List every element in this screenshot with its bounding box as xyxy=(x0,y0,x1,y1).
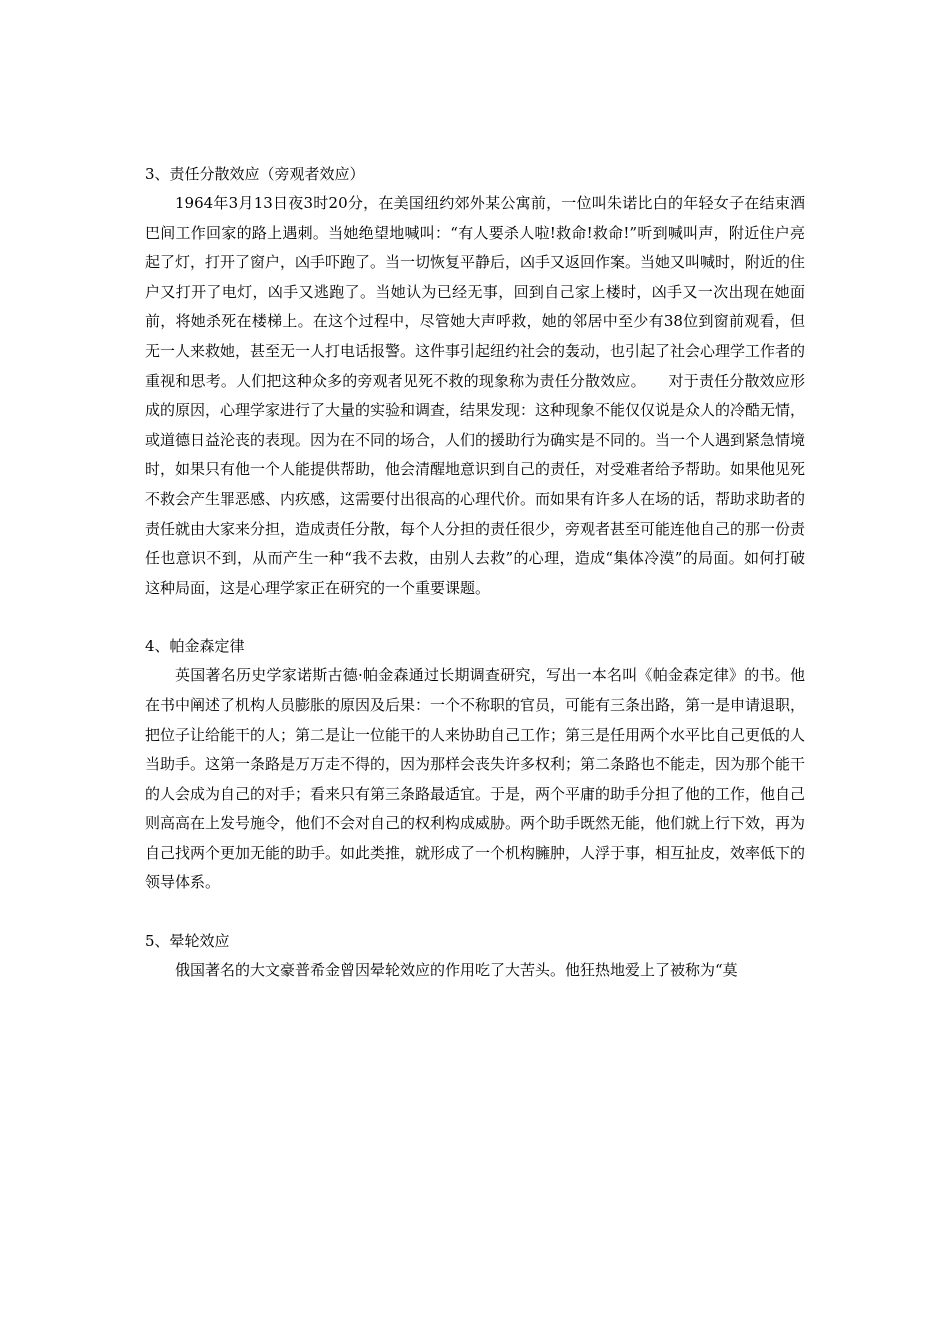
section-halo-effect xyxy=(145,927,805,986)
document-body xyxy=(145,160,805,986)
section-heading: 4、帕金森定律 xyxy=(145,637,245,656)
section-heading: 5、晕轮效应 xyxy=(145,932,230,951)
section-paragraph: 1964年3月13日夜3时20分，在美国纽约郊外某公寓前，一位叫朱诺比白的年轻女子在结束酒巴间工作回家的路上遇刺。当她绝望地喊叫：“有人要杀人啦!救命!救命!”听到喊叫声，附近住户亮起了灯，打开了窗户，凶手吓跑了。当一切恢复平静后，凶手又返回作案。当她又叫喊时，附近的住户又打开了电灯，凶手又逃跑了。当她认为已经无事，回到自己家上楼时，凶手又一次出现在她面前，将她杀死在楼梯上。在这个过程中，尽管她大声呼救，她的邻居中至少有38位到窗前观看，但无一人来救她，甚至无一人打电话报警。这件事引起纽约社会的轰动，也引起了社会心理学工作者的重视和思考。人们把这种众多的旁观者见死不救的现象称为责任分散效应。 对于责任分散效应形成的原因，心理学家进行了大量的实验和调查，结果发现：这种现象不能仅仅说是众人的冷酷无情，或道德日益沦丧的表现。因为在不同的场合，人们的援助行为确实是不同的。当一个人遇到紧急情境时，如果只有他一个人能提供帮助，他会清醒地意识到自己的责任，对受难者给予帮助。如果他见死不救会产生罪恶感、内疚感，这需要付出很高的心理代价。而如果有许多人在场的话，帮助求助者的责任就由大家来分担，造成责任分散，每个人分担的责任很少，旁观者甚至可能连他自己的那一份责任也意识不到，从而产生一种“我不去救，由别人去救”的心理，造成“集体冷漠”的局面。如何打破这种局面，这是心理学家正在研究的一个重要课题。 xyxy=(145,194,806,597)
section-parkinson-law xyxy=(145,632,805,898)
section-paragraph: 俄国著名的大文豪普希金曾因晕轮效应的作用吃了大苦头。他狂热地爱上了被称为“莫 xyxy=(175,961,738,980)
section-heading: 3、责任分散效应（旁观者效应） xyxy=(145,165,365,183)
section-paragraph: 英国著名历史学家诺斯古德·帕金森通过长期调查研究，写出一本名叫《帕金森定律》的书。他在书中阐述了机构人员膨胀的原因及后果：一个不称职的官员，可能有三条出路，第一是申请退职，把位子让给能干的人；第二是让一位能干的人来协助自己工作；第三是任用两个水平比自己更低的人当助手。这第一条路是万万走不得的，因为那样会丧失许多权利；第二条路也不能走，因为那个能干的人会成为自己的对手；看来只有第三条路最适宜。于是，两个平庸的助手分担了他的工作，他自己则高高在上发号施令，他们不会对自己的权利构成威胁。两个助手既然无能，他们就上行下效，再为自己找两个更加无能的助手。如此类推，就形成了一个机构臃肿，人浮于事，相互扯皮，效率低下的领导体系。 xyxy=(145,666,806,892)
section-bystander-effect xyxy=(145,160,805,603)
